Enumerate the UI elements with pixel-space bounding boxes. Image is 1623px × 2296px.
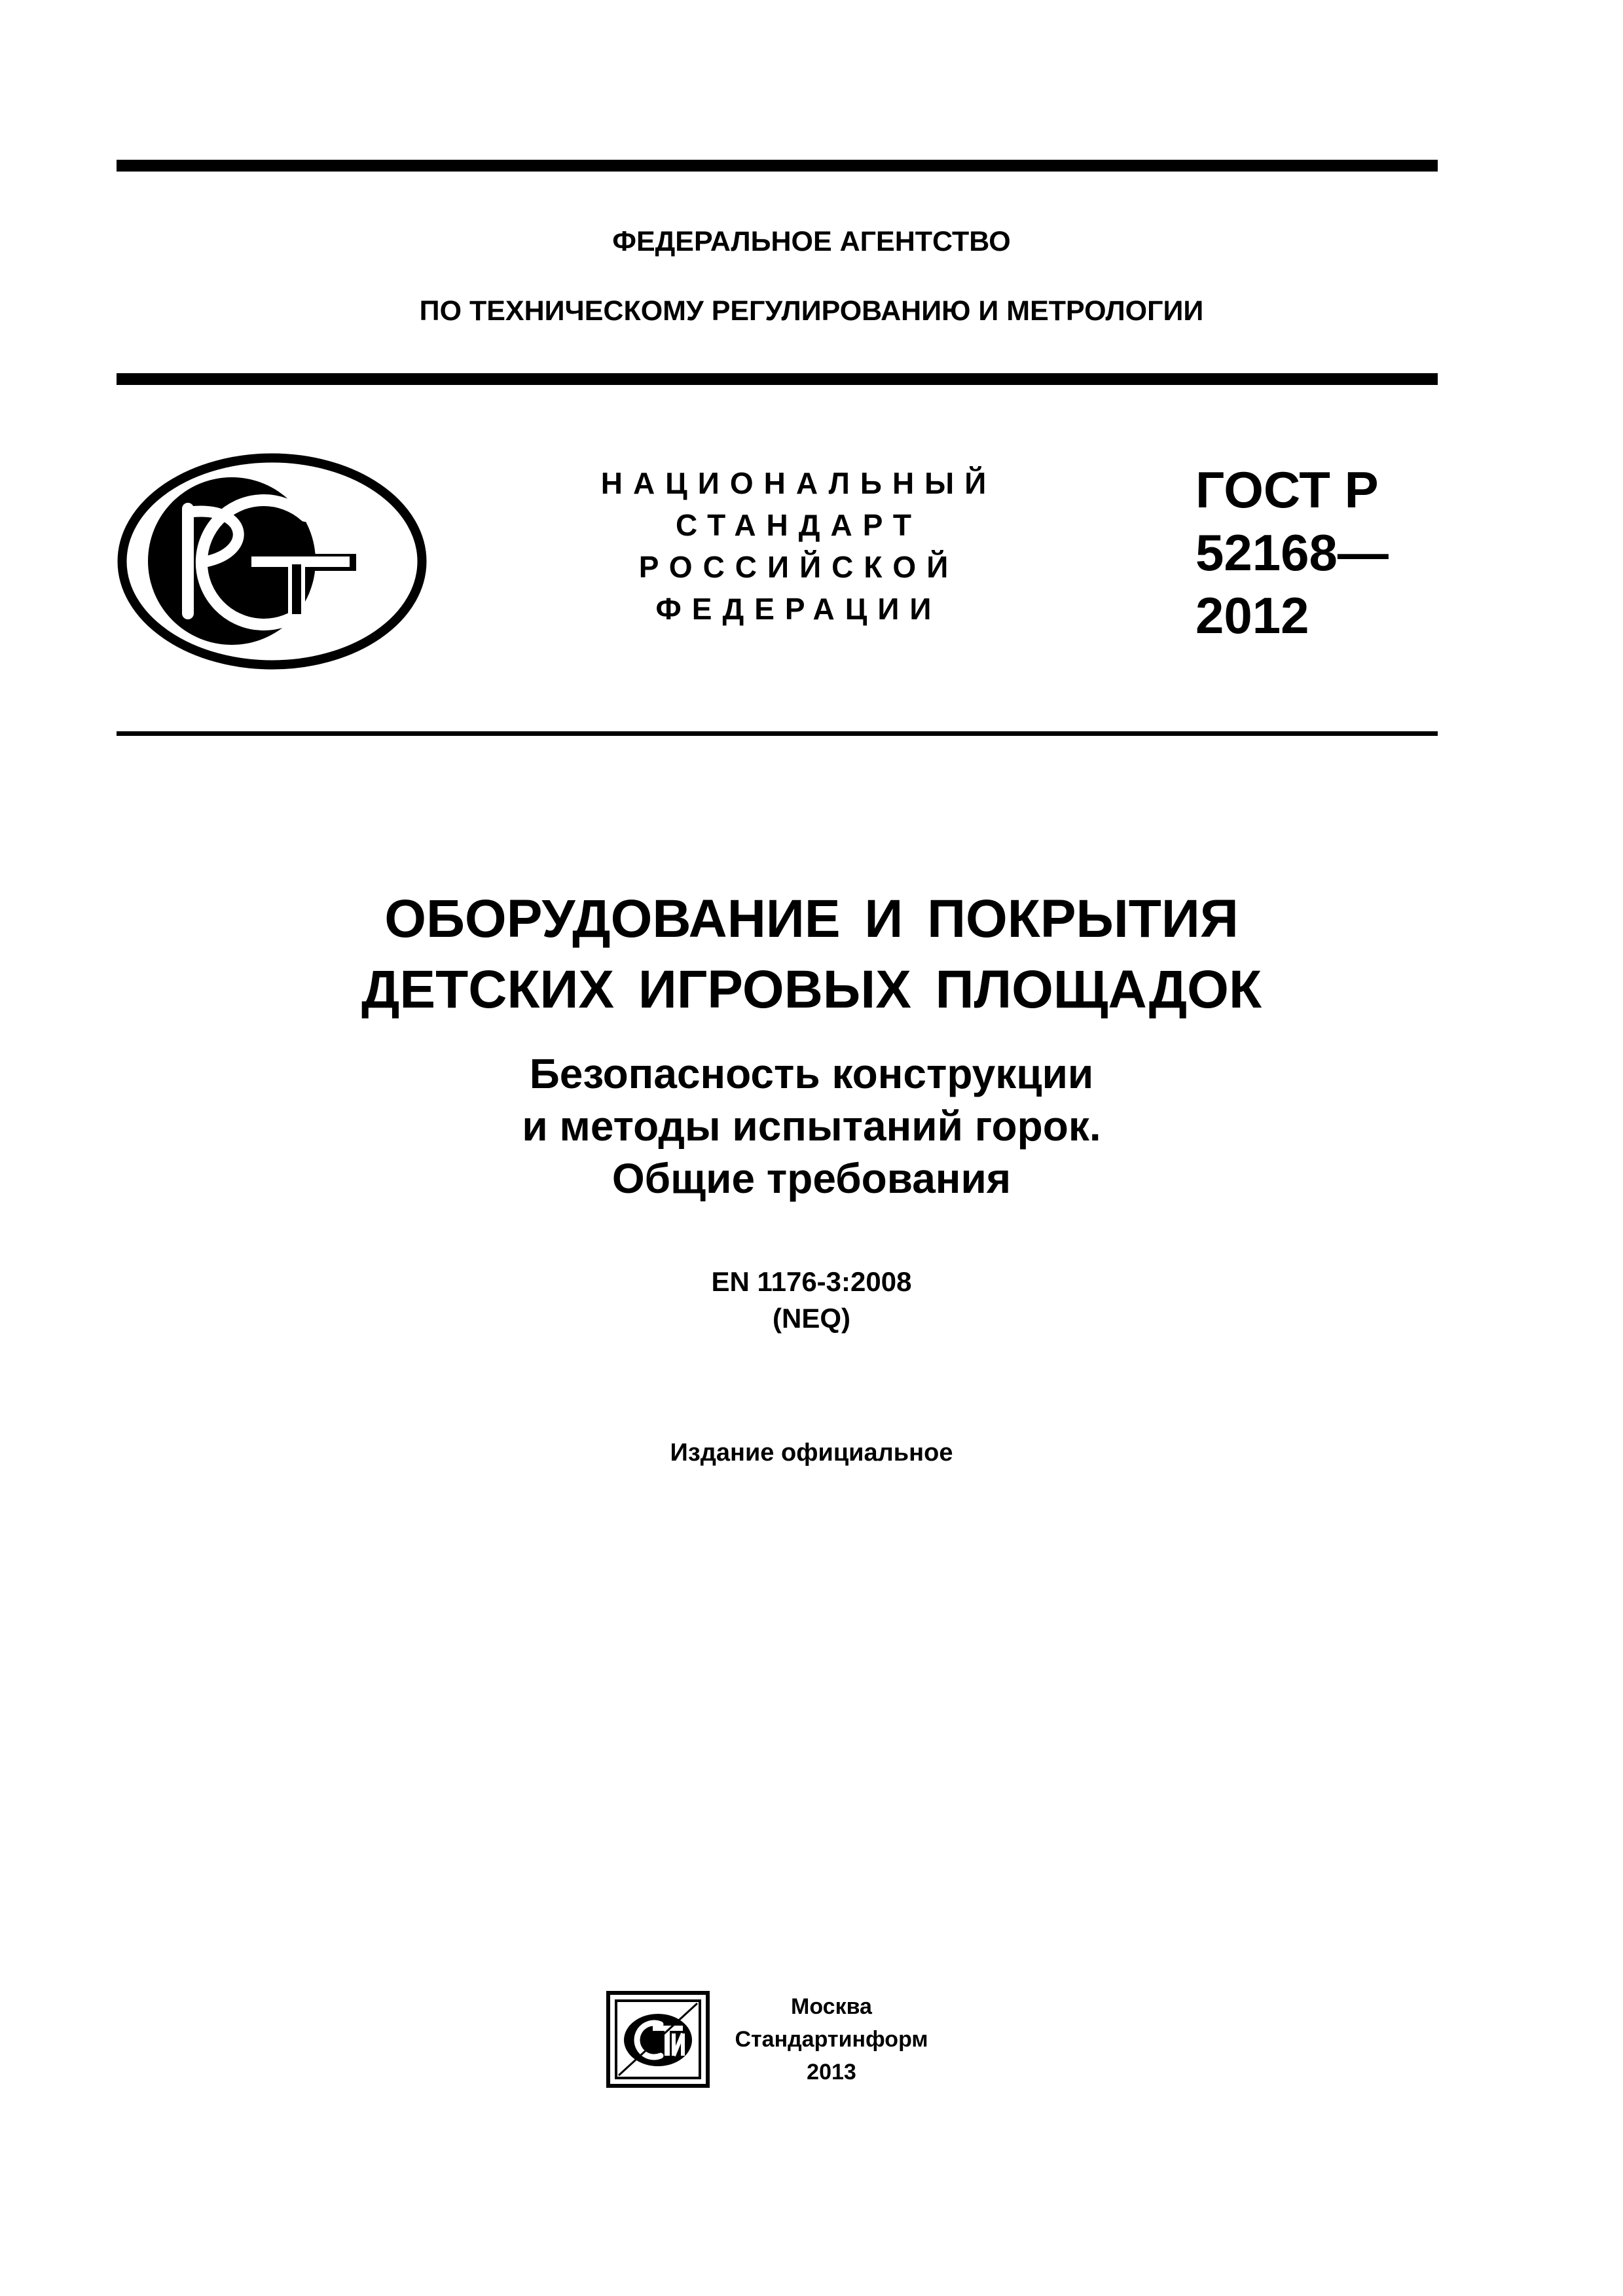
title-line: ДЕТСКИХ ИГРОВЫХ ПЛОЩАДОК bbox=[361, 960, 1262, 1019]
publisher-year: 2013 bbox=[807, 2060, 856, 2085]
document-subtitle bbox=[0, 1048, 1623, 1205]
title-line: ОБОРУДОВАНИЕ И ПОКРЫТИЯ bbox=[384, 889, 1239, 949]
designation-line-3: 2012 bbox=[1195, 587, 1309, 644]
national-standard-line: СТАНДАРТ bbox=[676, 508, 922, 542]
national-standard-label bbox=[563, 462, 1034, 630]
reference-equivalence: (NEQ) bbox=[773, 1303, 850, 1334]
subtitle-line: Общие требования bbox=[611, 1155, 1012, 1202]
header-rule bbox=[117, 373, 1438, 385]
national-standard-line: НАЦИОНАЛЬНЫЙ bbox=[600, 466, 997, 500]
publisher-info bbox=[720, 1990, 943, 2088]
rst-logo-icon bbox=[117, 452, 428, 671]
edition-label: Издание официальное bbox=[670, 1439, 953, 1467]
standartinform-logo-icon bbox=[606, 1990, 710, 2088]
designation-line-2: 52168— bbox=[1195, 524, 1389, 581]
publisher-city: Москва bbox=[791, 1994, 872, 2019]
reference-code: EN 1176-3:2008 bbox=[711, 1266, 912, 1297]
designation-line-1: ГОСТ Р bbox=[1195, 461, 1379, 519]
publisher-name: Стандартинформ bbox=[735, 2027, 928, 2052]
agency-line-2: ПО ТЕХНИЧЕСКОМУ РЕГУЛИРОВАНИЮ И МЕТРОЛОГИИ bbox=[419, 295, 1204, 327]
national-standard-line: РОССИЙСКОЙ bbox=[638, 550, 959, 584]
agency-line-1: ФЕДЕРАЛЬНОЕ АГЕНТСТВО bbox=[612, 226, 1011, 257]
document-title bbox=[0, 884, 1623, 1025]
subtitle-line: Безопасность конструкции bbox=[529, 1050, 1094, 1097]
reference-standard bbox=[0, 1264, 1623, 1337]
top-rule bbox=[117, 160, 1438, 172]
subtitle-line: и методы испытаний горок. bbox=[522, 1102, 1101, 1150]
national-standard-line: ФЕДЕРАЦИИ bbox=[655, 592, 942, 626]
standard-designation bbox=[1195, 458, 1389, 647]
title-rule bbox=[117, 731, 1438, 736]
